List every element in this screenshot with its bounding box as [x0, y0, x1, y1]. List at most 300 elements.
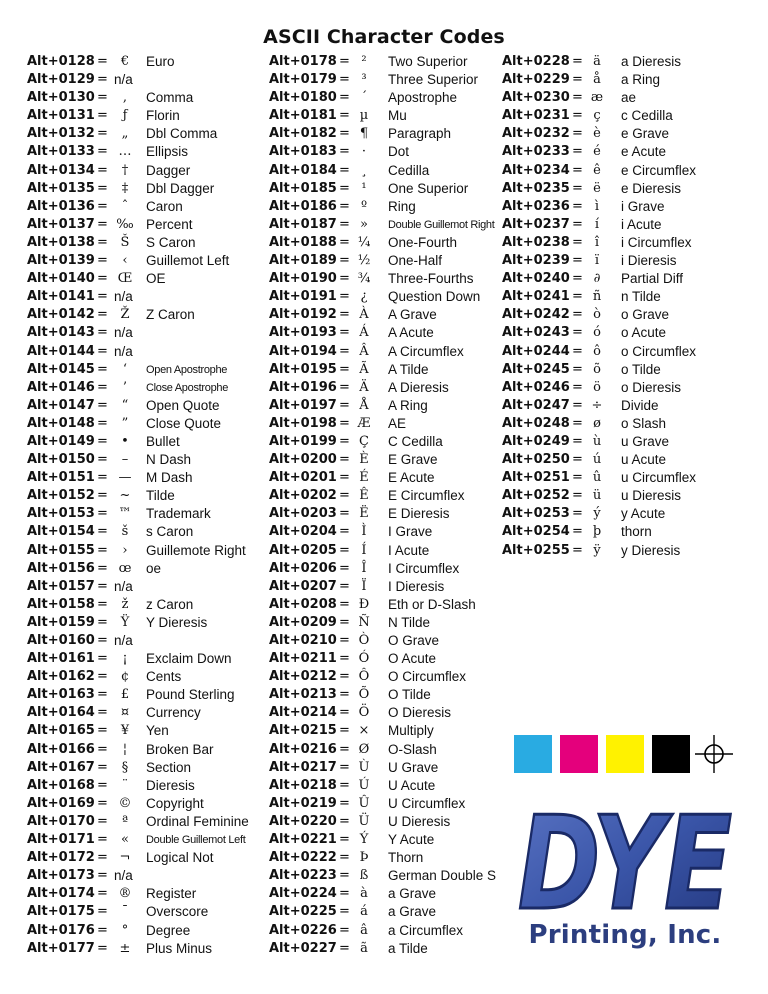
character-glyph: Ê — [359, 488, 369, 504]
code-row — [269, 343, 501, 361]
equals-sign: = — [572, 524, 583, 540]
character-glyph: µ — [359, 108, 369, 124]
code-column-3 — [502, 53, 762, 560]
character-glyph: ¨ — [121, 777, 129, 793]
character-glyph: ~ — [119, 488, 131, 504]
equals-sign: = — [97, 433, 108, 449]
alt-code: Alt+0169 — [27, 795, 95, 811]
equals-sign: = — [572, 198, 583, 214]
code-row — [27, 162, 262, 180]
code-row — [27, 415, 262, 433]
code-row — [502, 252, 762, 270]
character-glyph: ° — [121, 922, 129, 938]
code-row — [27, 397, 262, 415]
character-glyph: å — [593, 72, 601, 88]
alt-code: Alt+0214 — [269, 705, 337, 721]
alt-code: Alt+0205 — [269, 542, 337, 558]
character-glyph: ¾ — [357, 271, 371, 287]
alt-code: Alt+0193 — [269, 325, 337, 341]
character-glyph: Ç — [359, 433, 369, 449]
code-row — [502, 451, 762, 469]
character-name: Mu — [388, 108, 407, 124]
character-name: Double Guillemot Right — [388, 218, 495, 231]
character-glyph: ÿ — [593, 542, 601, 558]
character-glyph: ÷ — [591, 397, 603, 413]
equals-sign: = — [97, 90, 108, 106]
character-name: u Dieresis — [621, 488, 682, 504]
code-row — [27, 343, 262, 361]
character-glyph: ä — [593, 54, 601, 69]
character-glyph: Œ — [117, 271, 133, 287]
alt-code: Alt+0143 — [27, 325, 95, 341]
alt-code: Alt+0181 — [269, 108, 337, 124]
character-glyph: Õ — [358, 687, 370, 703]
code-row — [27, 89, 262, 107]
character-glyph: › — [122, 542, 128, 558]
equals-sign: = — [572, 90, 583, 106]
character-glyph: ß — [359, 868, 369, 884]
equals-sign: = — [97, 289, 108, 305]
alt-code: Alt+0138 — [27, 234, 95, 250]
code-row — [269, 885, 501, 903]
code-row — [269, 686, 501, 704]
alt-code: Alt+0242 — [502, 307, 570, 323]
character-name: AE — [388, 415, 407, 431]
alt-code: Alt+0155 — [27, 542, 95, 558]
alt-code: Alt+0223 — [269, 868, 337, 884]
character-glyph: ¶ — [359, 126, 369, 142]
equals-sign: = — [339, 633, 350, 648]
character-glyph: Â — [359, 343, 369, 359]
character-name: Question Down — [388, 289, 481, 305]
alt-code: Alt+0166 — [27, 741, 95, 757]
code-row — [269, 596, 501, 614]
alt-code: Alt+0180 — [269, 90, 337, 106]
equals-sign: = — [339, 343, 350, 359]
code-row — [502, 469, 762, 487]
alt-code: Alt+0225 — [269, 904, 337, 920]
equals-sign: = — [339, 452, 350, 468]
code-column-2 — [269, 53, 501, 958]
character-name: German Double S — [388, 868, 497, 884]
character-glyph: – — [121, 452, 129, 468]
equals-sign: = — [97, 325, 108, 341]
alt-code: Alt+0172 — [27, 850, 95, 866]
character-glyph: ô — [593, 343, 601, 359]
character-glyph: ê — [593, 162, 601, 178]
equals-sign: = — [97, 651, 108, 667]
character-glyph: × — [358, 723, 370, 739]
equals-sign: = — [97, 452, 108, 468]
code-row — [27, 324, 262, 342]
character-glyph: Ÿ — [120, 614, 130, 630]
equals-sign: = — [339, 832, 350, 848]
equals-sign: = — [97, 343, 108, 359]
character-name: s Caron — [146, 524, 194, 540]
alt-code: Alt+0194 — [269, 343, 337, 359]
code-row — [269, 216, 501, 234]
character-glyph: ¢ — [120, 669, 130, 685]
equals-sign: = — [97, 72, 108, 88]
code-row — [269, 487, 501, 505]
alt-code: Alt+0141 — [27, 289, 95, 305]
alt-code: Alt+0140 — [27, 271, 95, 287]
code-row — [502, 433, 762, 451]
alt-code: Alt+0131 — [27, 108, 95, 124]
alt-code: Alt+0251 — [502, 470, 570, 486]
equals-sign: = — [339, 54, 350, 69]
alt-code: Alt+0224 — [269, 886, 337, 902]
code-column-1 — [27, 53, 262, 958]
character-name: Caron — [146, 198, 183, 214]
code-row — [27, 234, 262, 252]
equals-sign: = — [339, 922, 350, 938]
code-row — [502, 162, 762, 180]
character-name: n Tilde — [621, 289, 661, 305]
character-glyph: á — [360, 904, 368, 920]
code-row — [27, 107, 262, 125]
alt-code: Alt+0146 — [27, 379, 95, 395]
character-name: Register — [146, 886, 197, 902]
character-glyph: Ë — [359, 506, 369, 522]
character-glyph: Ä — [359, 379, 369, 395]
code-row — [27, 650, 262, 668]
code-row — [27, 759, 262, 777]
equals-sign: = — [97, 488, 108, 504]
equals-sign: = — [339, 506, 350, 522]
equals-sign: = — [97, 307, 108, 323]
equals-sign: = — [572, 234, 583, 250]
character-glyph: ‘ — [122, 361, 128, 377]
alt-code: Alt+0178 — [269, 54, 337, 69]
character-glyph: Æ — [357, 415, 371, 431]
character-glyph: ž — [121, 596, 129, 612]
equals-sign: = — [339, 524, 350, 540]
character-glyph: ª — [121, 813, 129, 829]
code-row — [27, 777, 262, 795]
code-row — [269, 270, 501, 288]
alt-code: Alt+0160 — [27, 633, 95, 648]
code-row — [27, 686, 262, 704]
character-name: i Grave — [621, 198, 665, 214]
equals-sign: = — [572, 216, 583, 232]
cyan-swatch — [514, 735, 552, 773]
code-row — [269, 867, 501, 885]
equals-sign: = — [97, 108, 108, 124]
equals-sign: = — [97, 795, 108, 811]
character-name: Three-Fourths — [388, 271, 474, 287]
equals-sign: = — [572, 397, 583, 413]
character-name: o Grave — [621, 307, 670, 323]
equals-sign: = — [97, 669, 108, 685]
character-glyph: ¸ — [360, 162, 368, 178]
character-name: O-Slash — [388, 741, 437, 757]
equals-sign: = — [339, 614, 350, 630]
equals-sign: = — [339, 651, 350, 667]
code-row — [27, 885, 262, 903]
alt-code: Alt+0254 — [502, 524, 570, 540]
equals-sign: = — [97, 687, 108, 703]
character-glyph: ø — [593, 415, 601, 431]
character-glyph: ú — [592, 452, 602, 468]
character-name: E Circumflex — [388, 488, 465, 504]
character-name: A Grave — [388, 307, 437, 323]
alt-code: Alt+0208 — [269, 596, 337, 612]
character-glyph: ‰ — [116, 216, 134, 232]
equals-sign: = — [97, 777, 108, 793]
alt-code: Alt+0132 — [27, 126, 95, 142]
character-glyph: ´ — [360, 90, 368, 106]
equals-sign: = — [339, 488, 350, 504]
character-name: Percent — [146, 216, 193, 232]
equals-sign: = — [97, 397, 108, 413]
character-name: U Acute — [388, 777, 436, 793]
alt-code: Alt+0200 — [269, 452, 337, 468]
code-row — [27, 288, 262, 306]
code-row — [269, 795, 501, 813]
equals-sign: = — [339, 307, 350, 323]
alt-code: Alt+0207 — [269, 578, 337, 594]
character-name: A Circumflex — [388, 343, 464, 359]
equals-sign: = — [97, 560, 108, 576]
character-name: n/a — [114, 325, 133, 341]
alt-code: Alt+0233 — [502, 144, 570, 160]
character-name: e Circumflex — [621, 162, 697, 178]
equals-sign: = — [97, 253, 108, 269]
character-glyph: í — [594, 216, 600, 232]
character-name: i Circumflex — [621, 234, 692, 250]
character-name: O Acute — [388, 651, 437, 667]
alt-code: Alt+0189 — [269, 253, 337, 269]
character-name: Guillemot Left — [146, 253, 230, 269]
character-name: O Grave — [388, 633, 440, 648]
equals-sign: = — [97, 470, 108, 486]
equals-sign: = — [97, 234, 108, 250]
code-row — [27, 523, 262, 541]
code-row — [269, 433, 501, 451]
character-name: Dieresis — [146, 777, 195, 793]
equals-sign: = — [339, 198, 350, 214]
character-name: Open Quote — [146, 397, 220, 413]
character-glyph: ³ — [361, 72, 367, 88]
alt-code: Alt+0244 — [502, 343, 570, 359]
character-glyph: “ — [121, 397, 129, 413]
code-row — [27, 433, 262, 451]
character-name: Trademark — [146, 506, 211, 522]
code-row — [27, 614, 262, 632]
code-row — [502, 270, 762, 288]
alt-code: Alt+0183 — [269, 144, 337, 160]
equals-sign: = — [339, 234, 350, 250]
alt-code: Alt+0147 — [27, 397, 95, 413]
character-name: i Acute — [621, 216, 662, 232]
character-name: Three Superior — [388, 72, 479, 88]
character-name: a Circumflex — [388, 922, 464, 938]
alt-code: Alt+0174 — [27, 886, 95, 902]
character-name: Yen — [146, 723, 169, 739]
code-row — [27, 71, 262, 89]
equals-sign: = — [97, 180, 108, 196]
equals-sign: = — [339, 759, 350, 775]
character-name: Florin — [146, 108, 180, 124]
equals-sign: = — [97, 144, 108, 160]
character-name: a Tilde — [388, 940, 428, 956]
alt-code: Alt+0177 — [27, 940, 95, 956]
character-name: y Dieresis — [621, 542, 681, 558]
character-glyph: ‡ — [121, 180, 129, 196]
equals-sign: = — [339, 470, 350, 486]
character-glyph: ç — [593, 108, 601, 124]
character-name: I Dieresis — [388, 578, 445, 594]
character-glyph: Ã — [359, 361, 369, 377]
code-row — [269, 668, 501, 686]
character-name: I Grave — [388, 524, 433, 540]
character-name: C Cedilla — [388, 433, 443, 449]
code-row — [502, 89, 762, 107]
character-name: Tilde — [146, 488, 175, 504]
equals-sign: = — [339, 560, 350, 576]
character-name: A Tilde — [388, 361, 429, 377]
code-row — [269, 523, 501, 541]
equals-sign: = — [97, 705, 108, 721]
character-glyph: § — [121, 759, 129, 775]
equals-sign: = — [339, 72, 350, 88]
equals-sign: = — [97, 379, 108, 395]
character-name: n/a — [114, 633, 133, 648]
character-name: o Tilde — [621, 361, 661, 377]
company-logo — [514, 790, 736, 960]
equals-sign: = — [572, 126, 583, 142]
character-glyph: Ò — [358, 633, 370, 648]
equals-sign: = — [339, 687, 350, 703]
alt-code: Alt+0239 — [502, 253, 570, 269]
alt-code: Alt+0152 — [27, 488, 95, 504]
character-name: Thorn — [388, 850, 424, 866]
character-name: Guillemote Right — [146, 542, 246, 558]
code-row — [27, 578, 262, 596]
equals-sign: = — [572, 108, 583, 124]
equals-sign: = — [339, 325, 350, 341]
code-row — [27, 704, 262, 722]
alt-code: Alt+0144 — [27, 343, 95, 359]
registration-mark-icon — [694, 734, 734, 774]
equals-sign: = — [97, 868, 108, 884]
alt-code: Alt+0248 — [502, 415, 570, 431]
character-name: Multiply — [388, 723, 434, 739]
alt-code: Alt+0250 — [502, 452, 570, 468]
code-row — [27, 306, 262, 324]
character-name: y Acute — [621, 506, 666, 522]
equals-sign: = — [572, 289, 583, 305]
alt-code: Alt+0149 — [27, 433, 95, 449]
character-glyph: ” — [121, 415, 129, 431]
equals-sign: = — [97, 614, 108, 630]
code-row — [27, 125, 262, 143]
code-row — [502, 397, 762, 415]
alt-code: Alt+0187 — [269, 216, 337, 232]
alt-code: Alt+0238 — [502, 234, 570, 250]
equals-sign: = — [339, 433, 350, 449]
equals-sign: = — [339, 108, 350, 124]
equals-sign: = — [339, 415, 350, 431]
equals-sign: = — [339, 705, 350, 721]
character-name: Broken Bar — [146, 741, 214, 757]
equals-sign: = — [97, 741, 108, 757]
equals-sign: = — [339, 850, 350, 866]
code-row — [502, 379, 762, 397]
character-glyph: € — [120, 54, 130, 69]
alt-code: Alt+0247 — [502, 397, 570, 413]
alt-code: Alt+0253 — [502, 506, 570, 522]
code-row — [27, 487, 262, 505]
code-row — [269, 198, 501, 216]
code-row — [269, 505, 501, 523]
alt-code: Alt+0201 — [269, 470, 337, 486]
code-row — [269, 415, 501, 433]
code-row — [269, 777, 501, 795]
character-name: n/a — [114, 578, 133, 594]
equals-sign: = — [572, 488, 583, 504]
character-glyph: à — [360, 886, 368, 902]
character-name: E Dieresis — [388, 506, 450, 522]
alt-code: Alt+0150 — [27, 452, 95, 468]
character-name: A Dieresis — [388, 379, 449, 395]
code-row — [269, 143, 501, 161]
code-row — [27, 270, 262, 288]
alt-code: Alt+0168 — [27, 777, 95, 793]
code-row — [502, 306, 762, 324]
character-glyph: ± — [119, 940, 131, 956]
alt-code: Alt+0190 — [269, 271, 337, 287]
code-row — [269, 903, 501, 921]
alt-code: Alt+0137 — [27, 216, 95, 232]
equals-sign: = — [572, 253, 583, 269]
code-row — [269, 306, 501, 324]
equals-sign: = — [339, 813, 350, 829]
alt-code: Alt+0188 — [269, 234, 337, 250]
character-name: N Tilde — [388, 614, 431, 630]
character-name: Cedilla — [388, 162, 430, 178]
equals-sign: = — [572, 54, 583, 69]
code-row — [27, 542, 262, 560]
character-name: Close Quote — [146, 415, 222, 431]
code-row — [27, 722, 262, 740]
character-name: n/a — [114, 289, 133, 305]
character-glyph: È — [359, 452, 369, 468]
code-row — [269, 379, 501, 397]
code-row — [269, 741, 501, 759]
equals-sign: = — [97, 162, 108, 178]
character-glyph: ¿ — [360, 289, 368, 305]
character-name: O Dieresis — [388, 705, 452, 721]
character-glyph: ù — [592, 433, 602, 449]
code-row — [27, 940, 262, 958]
character-name: O Tilde — [388, 687, 431, 703]
alt-code: Alt+0161 — [27, 651, 95, 667]
character-glyph: · — [361, 144, 367, 160]
character-glyph: » — [360, 216, 368, 232]
alt-code: Alt+0240 — [502, 271, 570, 287]
equals-sign: = — [339, 253, 350, 269]
character-glyph: ¹ — [361, 180, 367, 196]
code-row — [269, 469, 501, 487]
alt-code: Alt+0195 — [269, 361, 337, 377]
equals-sign: = — [97, 850, 108, 866]
character-name: Y Dieresis — [146, 614, 208, 630]
character-name: Exclaim Down — [146, 651, 232, 667]
alt-code: Alt+0136 — [27, 198, 95, 214]
alt-code: Alt+0203 — [269, 506, 337, 522]
